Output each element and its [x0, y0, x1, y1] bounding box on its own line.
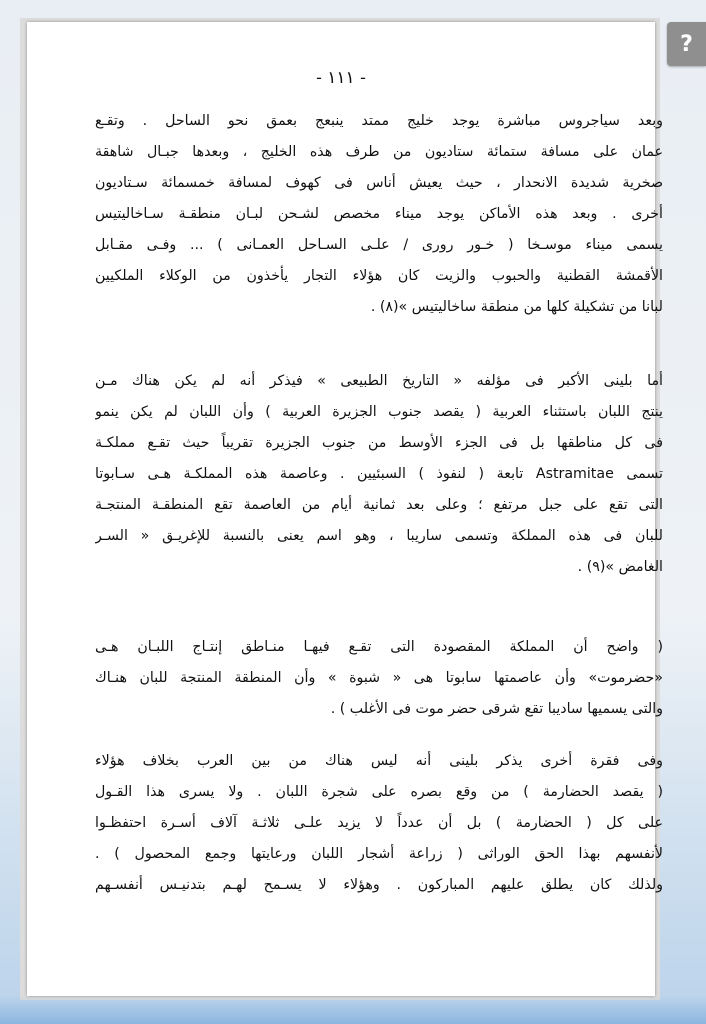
paragraph-1	[95, 106, 663, 323]
paragraph-2	[95, 366, 663, 583]
text-line: يسمى ميناء موسـخا ( خـور روری / علـى السـاحل العمـانى ) ... وفـى مقـابل	[95, 237, 663, 253]
help-button[interactable]: ?	[667, 22, 706, 66]
text-line: تسمى Astramitae تابعة ( لنفوذ ) السبئيين . وعاصمة هذه المملكـة هـى سـابوتا	[95, 466, 663, 482]
paragraph-3	[95, 632, 663, 725]
page-number: - ١١١ -	[316, 68, 366, 88]
window-bottom-edge	[0, 996, 706, 1024]
text-line: وفى فقرة أخرى يذكر بلينى أنه ليس هناك من بين العرب بخلاف هؤلاء	[95, 753, 663, 769]
text-line: التى تقع على جبل مرتفع ؛ وعلى بعد ثمانية أيام من العاصمة تقع المنطقـة المنتجـة	[95, 497, 663, 513]
document-page	[27, 22, 663, 996]
text-line: ( يقصد الحضارمة ) من وقع بصره على شجرة اللبان . ولا يسرى هذا القـول	[95, 784, 663, 800]
text-line: لبانا من تشكيلة كلها من منطقة ساخاليتيس »(٨) .	[370, 299, 663, 315]
text-line: ولذلك كان يطلق عليهم المباركون . وهؤلاء لا يسـمح لهـم بتدنيـس أنفسـهم	[95, 877, 663, 893]
text-line: لأنفسهم بهذا الحق الوراثى ( زراعة أشجار اللبان ورعايتها وجمع المحصول ) .	[95, 846, 663, 862]
text-line: للبان فى هذه المملكة وتسمى ساريبا ، وهو اسم يعنى بالنسبة للإغريـق « السـر	[95, 528, 663, 544]
text-line: أما بلينى الأكبر فى مؤلفه « التاريخ الطبيعى » فيذكر أنه لم يكن هناك مـن	[95, 373, 663, 389]
text-line: صخرية شديدة الانحدار ، حيث يعيش أناس فى كهوف لمسافة خمسمائة سـتاديون	[95, 175, 663, 191]
text-line: الأقمشة القطنية والحبوب والزيت كان هؤلاء التجار يأخذون من الوكلاء الملكيين	[95, 268, 663, 284]
text-line: «حضرموت» وأن عاصمتها سابوتا هى « شبوة » وأن المنطقة المنتجة للبان هنـاك	[95, 670, 663, 686]
paragraph-4	[95, 746, 663, 901]
text-line: على كل ( الحضارمة ) بل أن عدداً لا يزيد علـى ثلاثـة آلاف أسـرة احتفظـوا	[95, 815, 663, 831]
text-line: فى كل مناطقها بل فى الجزء الأوسط من جنوب الجزيرة تقريباً حيث تقـع مملكـة	[95, 435, 663, 451]
text-line: ينتج اللبان باستثناء العربية ( يقصد جنوب الجزيرة العربية ) وأن اللبان لم يكن ينمو	[95, 404, 663, 420]
text-line: والتى يسميها ساديبا تقع شرقى حضر موت فى الأغلب ) .	[330, 701, 663, 717]
text-line: أخرى . وبعد هذه الأماكن يوجد ميناء مخصص لشـحن لبـان منطقـة سـاخاليتيس	[95, 206, 663, 222]
text-line: ( واضح أن المملكة المقصودة التى تقـع فيهـا منـاطق إنتـاج اللبـان هـى	[95, 639, 663, 655]
text-line: الغامض »(٩) .	[577, 559, 663, 575]
text-line: وبعد سياجروس مباشرة يوجد خليج ممتد ينبعج بعمق نحو الساحل . وتقـع	[95, 113, 663, 129]
text-line: عمان على مسافة ستمائة ستاديون من طرف هذه الخليج ، وبعدها جبـال شاهقة	[95, 144, 663, 160]
